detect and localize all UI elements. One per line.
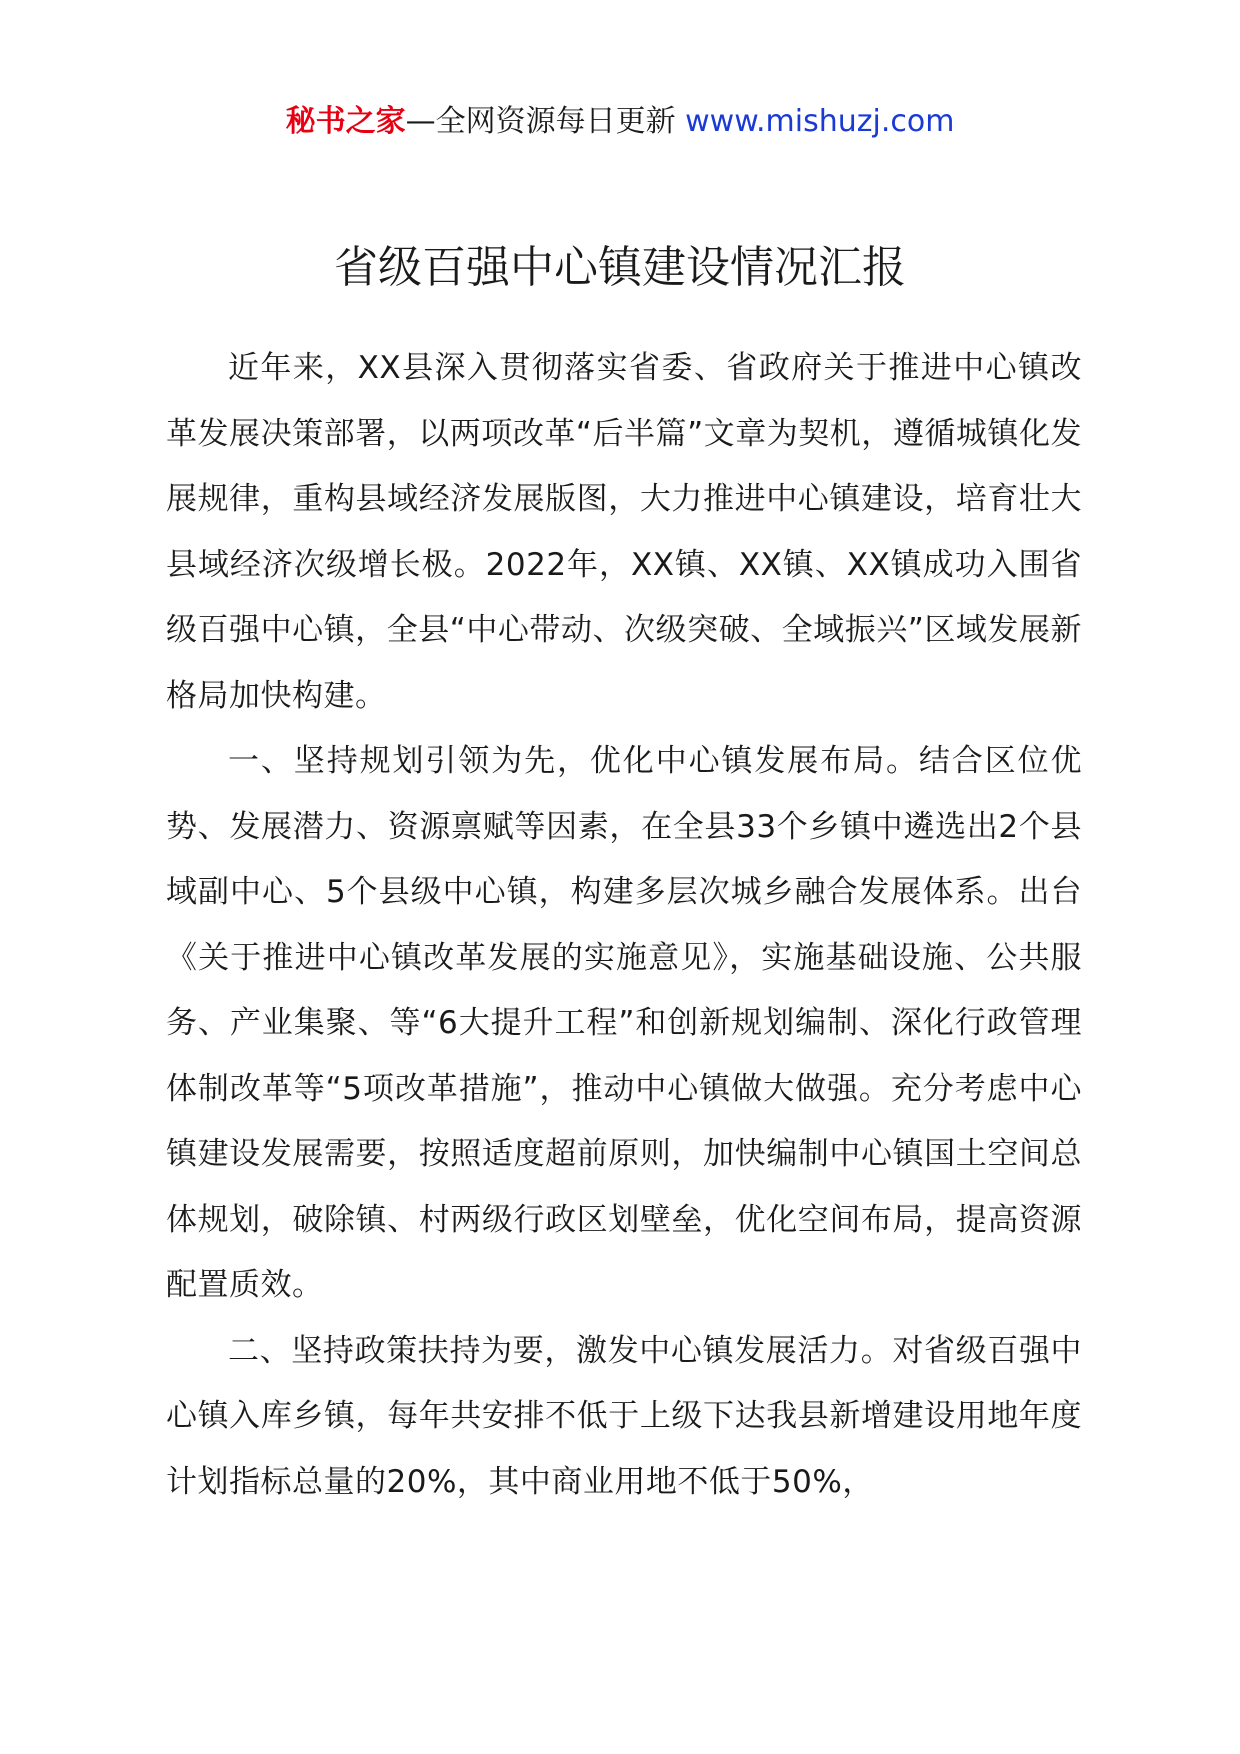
site-url-link[interactable]: www.mishuzj.com: [685, 104, 955, 139]
paragraph-intro: 近年来，XX县深入贯彻落实省委、省政府关于推进中心镇改革发展决策部署，以两项改革“后半篇”文章为契机，遵循城镇化发展规律，重构县域经济发展版图，大力推进中心镇建设，培育壮大县域经济次级增长极。2022年，XX镇、XX镇、XX镇成功入围省级百强中心镇，全县“中心带动、次级突破、全域振兴”区域发展新格局加快构建。: [166, 350, 1082, 714]
document-body: [166, 336, 1082, 1515]
document-title: 省级百强中心镇建设情况汇报: [334, 242, 906, 293]
site-header-banner: [0, 100, 1240, 144]
site-tagline: —全网资源每日更新: [405, 104, 686, 139]
paragraph-section-1: 一、坚持规划引领为先，优化中心镇发展布局。结合区位优势、发展潜力、资源禀赋等因素，在全县33个乡镇中遴选出2个县域副中心、5个县级中心镇，构建多层次城乡融合发展体系。出台《关于推进中心镇改革发展的实施意见》，实施基础设施、公共服务、产业集聚、等“6大提升工程”和创新规划编制、深化行政管理体制改革等“5项改革措施”，推动中心镇做大做强。充分考虑中心镇建设发展需要，按照适度超前原则，加快编制中心镇国土空间总体规划，破除镇、村两级行政区划壁垒，优化空间布局，提高资源配置质效。: [166, 743, 1082, 1303]
site-name: 秘书之家: [285, 104, 406, 139]
paragraph-section-2: 二、坚持政策扶持为要，激发中心镇发展活力。对省级百强中心镇入库乡镇，每年共安排不低于上级下达我县新增建设用地年度计划指标总量的20%，其中商业用地不低于50%，: [166, 1332, 1082, 1500]
